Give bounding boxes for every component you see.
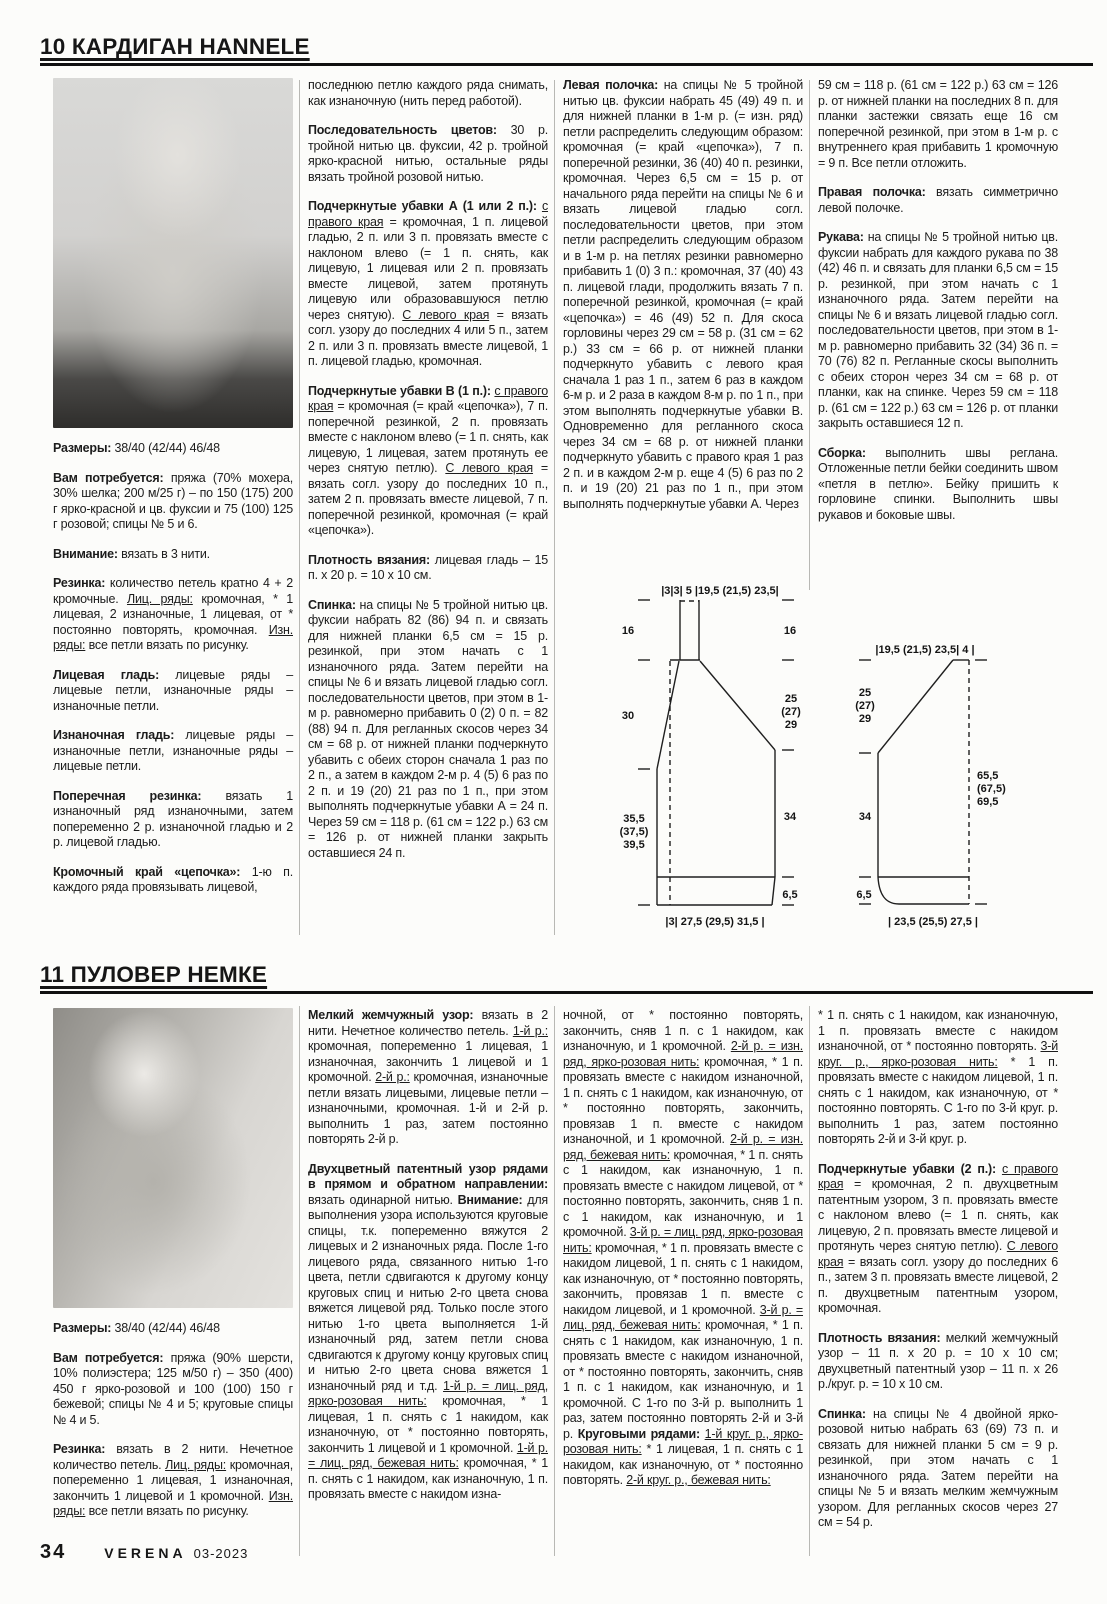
paragraph: Сборка: выполнить швы реглана. Отложенные петли бейки соединить швом «петля в петлю». Бейку пришить к горловине спинки. Выполнить швы рукавов и боковые швы. [818,445,1058,522]
page-footer [40,1541,248,1564]
paragraph: Резинка: количество петель кратно 4 + 2 кромочные. Лиц. ряды: кромочная, * 1 лицевая, 2 изнаночные, 1 лицевая, от * постоянно повторять, кромочная. Изн. ряды: все петли вязать по рисунку. [53,576,293,652]
article1-column-1-text [53,441,293,896]
paragraph: Лицевая гладь: лицевые ряды – лицевые петли, изнаночные ряды – изнаночные петли. [53,667,293,713]
article2-header [40,962,1093,994]
paragraph: Резинка: вязать в 2 нити. Нечетное количество петель. Лиц. ряды: кромочная, попеременно 1 лицевая, 1 изнаночная, закончить 1 лицевой и 1 кромочной. Изн. ряды: все петли вязать по рисунку. [53,1442,294,1518]
paragraph: Плотность вязания: лицевая гладь – 15 п. x 20 р. = 10 x 10 см. [308,552,549,582]
paragraph: Вам потребуется: пряжа (90% шерсти, 10% полиэстера; 125 м/50 г) – 350 (400) 450 г ярко-розовой и 100 (100) 150 г бежевой; спицы № 4 и 5; круговые спицы № 4 и 5. [53,1350,293,1427]
paragraph: Правая полочка: вязать симметрично левой полочке. [818,185,1058,215]
measurement-label: (37,5) [619,826,649,838]
article2-column-1 [53,1008,293,1534]
article2-column-4 [818,1008,1058,1545]
article2-column-3-text [563,1008,803,1489]
schematic-front-piece [598,554,850,946]
article1-column-3-text [563,78,803,512]
magazine-name: VERENA [104,1545,187,1561]
paragraph: Внимание: вязать в 3 нити. [53,546,210,561]
sleeve-outline [859,660,987,904]
measurement-label: 25 [858,687,872,699]
paragraph: Последовательность цветов: 30 р. тройной нитью цв. фуксии, 42 р. тройной ярко-красной нитью, остальные ряды вязать тройной розовой нитью. [308,123,548,184]
column-divider [299,1006,300,1556]
paragraph: Подчеркнутые убавки В (1 п.): с правого края = кромочная (= край «цепочка»), 7 п. поперечной резинкой, 2 п. провязать вместе с наклоном влево (= 1 п. снять, как лицевую, 1 лицевая, затем протянуть ее через снятую петлю). С левого края = вязать согл. узору до последних 10 п., затем 2 п. провязать вместе лицевой, 7 п. поперечной резинкой, кромочная (= край «цепочка»). [308,383,548,537]
paragraph: Плотность вязания: мелкий жемчужный узор – 11 п. x 20 р. = 10 x 10 см; двухцветный патентный узор – 11 п. x 26 р./круг. р. = 10 x 10 см. [818,1330,1058,1391]
article1-column-4-text [818,78,1058,523]
paragraph: Рукава: на спицы № 5 тройной нитью цв. фуксии набрать для каждого рукава по 38 (42) 46 п. и связать для планки 6,5 см = 15 р. резинкой, при этом начать с 1 изнаночного ряда. Затем перейти на спицы № 6 и вязать лицевой гладью согл. последовательности цветов, при этом в 1-м р. равномерно прибавить 32 (34) 36 п. = 70 (76) 82 п. Регланные скосы выполнить с обеих сторон через 34 см = 68 р. от планки, как на спинке. Через 59 см = 118 р. (61 см = 122 р.) 63 см = 126 р. от планки закрыть оставшиеся 12 п. [818,230,1058,430]
article2-column-1-text [53,1321,293,1520]
paragraph: Изнаночная гладь: лицевые ряды – изнаночные петли, изнаночные ряды – лицевые петли. [53,728,294,773]
article1-title: 10 КАРДИГАН HANNELE [40,34,310,59]
measurement-label: |3|3| 5 |19,5 (21,5) 23,5| [661,585,779,597]
measurement-label: 6,5 [782,889,798,901]
measurement-label: 6,5 [856,889,872,901]
paragraph: Вам потребуется: пряжа (70% мохера, 30% шелка; 200 м/25 г) – по 150 (175) 200 г ярко-красной и цв. фуксии и 75 (100) 125 г розовой; спицы № 5 и 6. [53,470,293,531]
measurement-label: | 23,5 (25,5) 27,5 | [888,916,978,928]
measurement-label: 39,5 [623,839,645,851]
paragraph: Левая полочка: на спицы № 5 тройной нитью цв. фуксии набрать 45 (49) 49 п. и для нижней планки в 1-м р. (= изн. ряд) петли распределить следующим образом: кромочная (= край «цепочка»), 7 п. поперечной резинки, 36 (40) 40 п. резинки, кромочная. Через 6,5 см = 15 р. от начального ряда перейти на спицы № 6 и вязать лицевой гладью согл. последовательности цветов, при этом петли распределить следующим образом и в 1-м р. на петлях резинки равномерно прибавить 1 (0) 3 п.: кромочная, 37 (40) 43 п. лицевой глади, продолжить вязать 7 п. поперечной резинкой, кромочная (= край «цепочка») = 46 (49) 52 п. Для скоса горловины через 29 см = 58 р. (31 см = 62 р.) 33 см = 66 р. от нижней планки подчеркнуто убавить с левого края сначала 1 раз 1 п., затем 6 раз в каждом 6-м р. и 2 раза в каждом 8-м р. по 1 п., при этом выполнять подчеркнутые убавки В. Одновременно для регланного скоса через 34 см = 68 р. от нижней планки подчеркнуто убавить с правого края 1 раз 2 п. и в каждом 2-м р. еще 4 (5) 6 раз по 2 п. и 19 (20) 21 раз по 1 п., при этом выполнять подчеркнутые убавки А. Через [563,78,803,511]
article1-column-2 [308,78,548,875]
page-number: 34 [40,1541,67,1563]
column-divider [299,80,300,935]
paragraph: Кромочный край «цепочка»: 1-ю п. каждого ряда провязывать лицевой, [53,864,293,894]
paragraph: Спинка: на спицы № 5 тройной нитью цв. фуксии набрать 82 (86) 94 п. и связать для нижней планки 6,5 см = 15 р. резинкой, при этом начать с 1 изнаночного ряда. Затем перейти на спицы № 6 и вязать лицевой гладью согл. последовательности цветов, при этом в 1-м р. равномерно прибавить 0 (2) 0 п. = 82 (88) 94 п. Для регланных скосов через 34 см = 68 р. от нижней планки подчеркнуто убавить с обеих сторон сначала 1 раз по 2 п., а затем в каждом 2-м р. 4 (5) 6 раз по 2 п. и 19 (20) 21 раз по 1 п., при этом выполнять подчеркнутые убавки А = 24 п. Через 59 см = 118 р. (61 см = 122 р.) 63 см = 126 р. от нижней планки закрыть оставшиеся 24 п. [308,597,548,860]
paragraph: Размеры: 38/40 (42/44) 46/48 [53,441,220,455]
article1-column-2-text [308,78,548,861]
article1-column-3 [563,78,803,526]
article2-title: 11 ПУЛОВЕР НЕМКЕ [40,962,268,987]
measurement-label: (27) [855,700,875,712]
paragraph: Поперечная резинка: вязать 1 изнаночный ряд изнаночными, затем попеременно 2 р. изнаночной гладью и 2 р. лицевой гладью. [53,788,293,849]
column-divider [809,1006,810,1556]
paragraph: 59 см = 118 р. (61 см = 122 р.) 63 см = 126 р. от нижней планки на последних 8 п. для планки застежки связать еще 16 см поперечной резинкой, при этом в 1-м р. с внутреннего края прибавить 1 кромочную = 9 п. Все петли отложить. [818,78,1058,170]
paragraph: Спинка: на спицы № 4 двойной ярко-розовой нитью набрать 63 (69) 73 п. и связать для нижней планки 5 см = 9 р. резинкой, при этом начать с 1 изнаночного ряда. Затем перейти на спицы № 5 и вязать мелким жемчужным узором. Для регланных скосов через 27 см = 54 р. [818,1406,1058,1529]
paragraph: ночной, от * постоянно повторять, закончить, сняв 1 п. с 1 накидом, как изнаночную, и 1 кромочной. 2-й р. = изн. ряд, ярко-розовая нить: кромочная, * 1 п. провязать вместе с накидом изнаночной, 1 п. снять с 1 накидом, как изнаночную, от * постоянно повторять, закончить, провязав 1 п. вместе с накидом изнаночной, и 1 кромочной. 2-й р. = изн. ряд, бежевая нить: кромочная, * 1 п. снять с 1 накидом, как изнаночную, 1 п. провязать вместе с накидом лицевой, от * постоянно повторять, закончить, сняв 1 п. с 1 накидом, как изнаночную, и 1 кромочной. 3-й р. = лиц. ряд, ярко-розовая нить: кромочная, * 1 п. провязать вместе с накидом лицевой, 1 п. снять с 1 накидом, как изнаночную, от * постоянно повторять, закончить, провязав 1 п. вместе с накидом лицевой, и 1 кромочной. 3-й р. = лиц. ряд, бежевая нить: кромочная, * 1 п. снять с 1 накидом, как изнаночную, 1 п. провязать вместе с накидом изнаночной, от * постоянно повторять, закончить, сняв 1 п. с 1 накидом, как изнаночную, и 1 кромочной. С 1-го по 3-й р. выполнить 1 раз, затем постоянно повторять 2-й и 3-й р. Круговыми рядами: 1-й круг. р., ярко-розовая нить: * 1 лицевая, 1 п. снять с 1 накидом, как изнаночную, от * постоянно повторять. 2-й круг. р., бежевая нить: [563,1008,804,1487]
measurement-label: 35,5 [623,813,645,825]
measurement-label: 69,5 [977,796,999,808]
paragraph: * 1 п. снять с 1 накидом, как изнаночную, 1 п. провязать вместе с накидом изнаночной, от * постоянно повторять. 3-й круг. р., ярко-розовая нить: * 1 п. провязать вместе с накидом лицевой, 1 п. снять с 1 накидом, как изнаночную, от * постоянно повторять. С 1-го по 3-й круг. р. выполнить 1 раз, затем постоянно повторять 2-й и 3-й круг. р. [818,1008,1058,1146]
measurement-label: |19,5 (21,5) 23,5| 4 | [875,644,975,656]
article1-column-4 [818,78,1058,537]
pullover-model-photo [53,1008,293,1308]
article1-column-1 [53,78,293,910]
measurement-label: |3| 27,5 (29,5) 31,5 | [665,916,765,928]
measurement-label: (27) [781,706,801,718]
paragraph: Подчеркнутые убавки (2 п.): с правого края = кромочная, 2 п. двухцветным патентным узором, 3 п. провязать вместе с наклоном влево (= 1 п. снять, как лицевую, 2 п. провязать вместе лицевой и протянуть через снятую петлю). С левого края = вязать согл. узору до последних 6 п., затем 3 п. провязать вместе лицевой, 2 п. двухцветным патентным узором, кромочная. [818,1161,1058,1315]
article2-column-2-text [308,1008,548,1503]
paragraph: Мелкий жемчужный узор: вязать в 2 нити. Нечетное количество петель. 1-й р.: кромочная, попеременно 1 лицевая, 1 изнаночная, закончить 1 лицевой и 1 кромочной. 2-й р.: кромочная, изнаночные петли вязать лицевыми, лицевые петли – изнаночными, кромочная. 1-й и 2-й р. выполнить 1 раз, затем постоянно повторять 2-й р. [308,1008,548,1146]
measurement-label: 16 [783,625,797,637]
measurement-label: 65,5 [977,770,999,782]
article2-column-3 [563,1008,803,1503]
column-divider [809,80,810,590]
front-piece-outline [638,600,797,905]
measurement-label: 34 [858,811,872,823]
measurement-label: 29 [858,713,872,725]
measurement-label: 30 [621,710,635,722]
article1-header [40,34,1093,66]
paragraph: Размеры: 38/40 (42/44) 46/48 [53,1321,220,1335]
measurement-label: 25 [784,693,798,705]
article2-column-4-text [818,1008,1058,1531]
cardigan-model-photo [53,78,293,428]
measurement-label: 34 [783,811,797,823]
column-divider [554,1006,555,1556]
schematic-sleeve [833,554,1085,946]
measurement-label: 29 [784,719,798,731]
paragraph: Подчеркнутые убавки А (1 или 2 п.): с правого края = кромочная, 1 п. лицевой гладью, 2 п. или 3 п. провязать вместе с наклоном влево (= 1 п. снять, как лицевую, 1 лицевая или 2 п. провязать вместе лицевой, затем протянуть лицевую или образовавшуюся петлю через снятую). С левого края = вязать согл. узору до последних 4 или 5 п., затем 2 п. или 3 п. провязать вместе лицевой, 1 п. лицевой гладью, кромочная. [308,199,549,368]
paragraph: последнюю петлю каждого ряда снимать, как изнаночную (нить перед работой). [308,78,548,108]
column-divider [554,80,555,935]
measurement-label: (67,5) [977,783,1006,795]
paragraph: Двухцветный патентный узор рядами в прямом и обратном направлении: вязать одинарной нитью. Внимание: для выполнения узора используются круговые спицы, т.к. попеременно вяжутся 2 лицевых и 2 изнаночных ряда. После 1-го лицевого ряда, связанного нитью 1-го цвета, петли сдвигаются к другому концу круговых спиц и нитью 2-го цвета снова вяжется лицевой ряд. Только после этого нитью 1-го цвета выполняется 1-й изнаночный ряд, затем петли снова сдвигаются к другому концу круговых спиц и нитью 2-го цвета снова вяжется 1 изнаночный ряд и т.д. 1-й р. = лиц. ряд, ярко-розовая нить: кромочная, * 1 лицевая, 1 п. снять с 1 накидом, как изнаночную, от * постоянно повторять, закончить 1 лицевой и 1 кромочной. 1-й р. = лиц. ряд, бежевая нить: кромочная, * 1 п. снять с 1 накидом, как изнаночную, 1 п. провязать вместе с накидом изна- [308,1161,548,1501]
issue-label: 03-2023 [193,1546,249,1561]
measurement-label: 16 [621,625,635,637]
article2-column-2 [308,1008,548,1517]
